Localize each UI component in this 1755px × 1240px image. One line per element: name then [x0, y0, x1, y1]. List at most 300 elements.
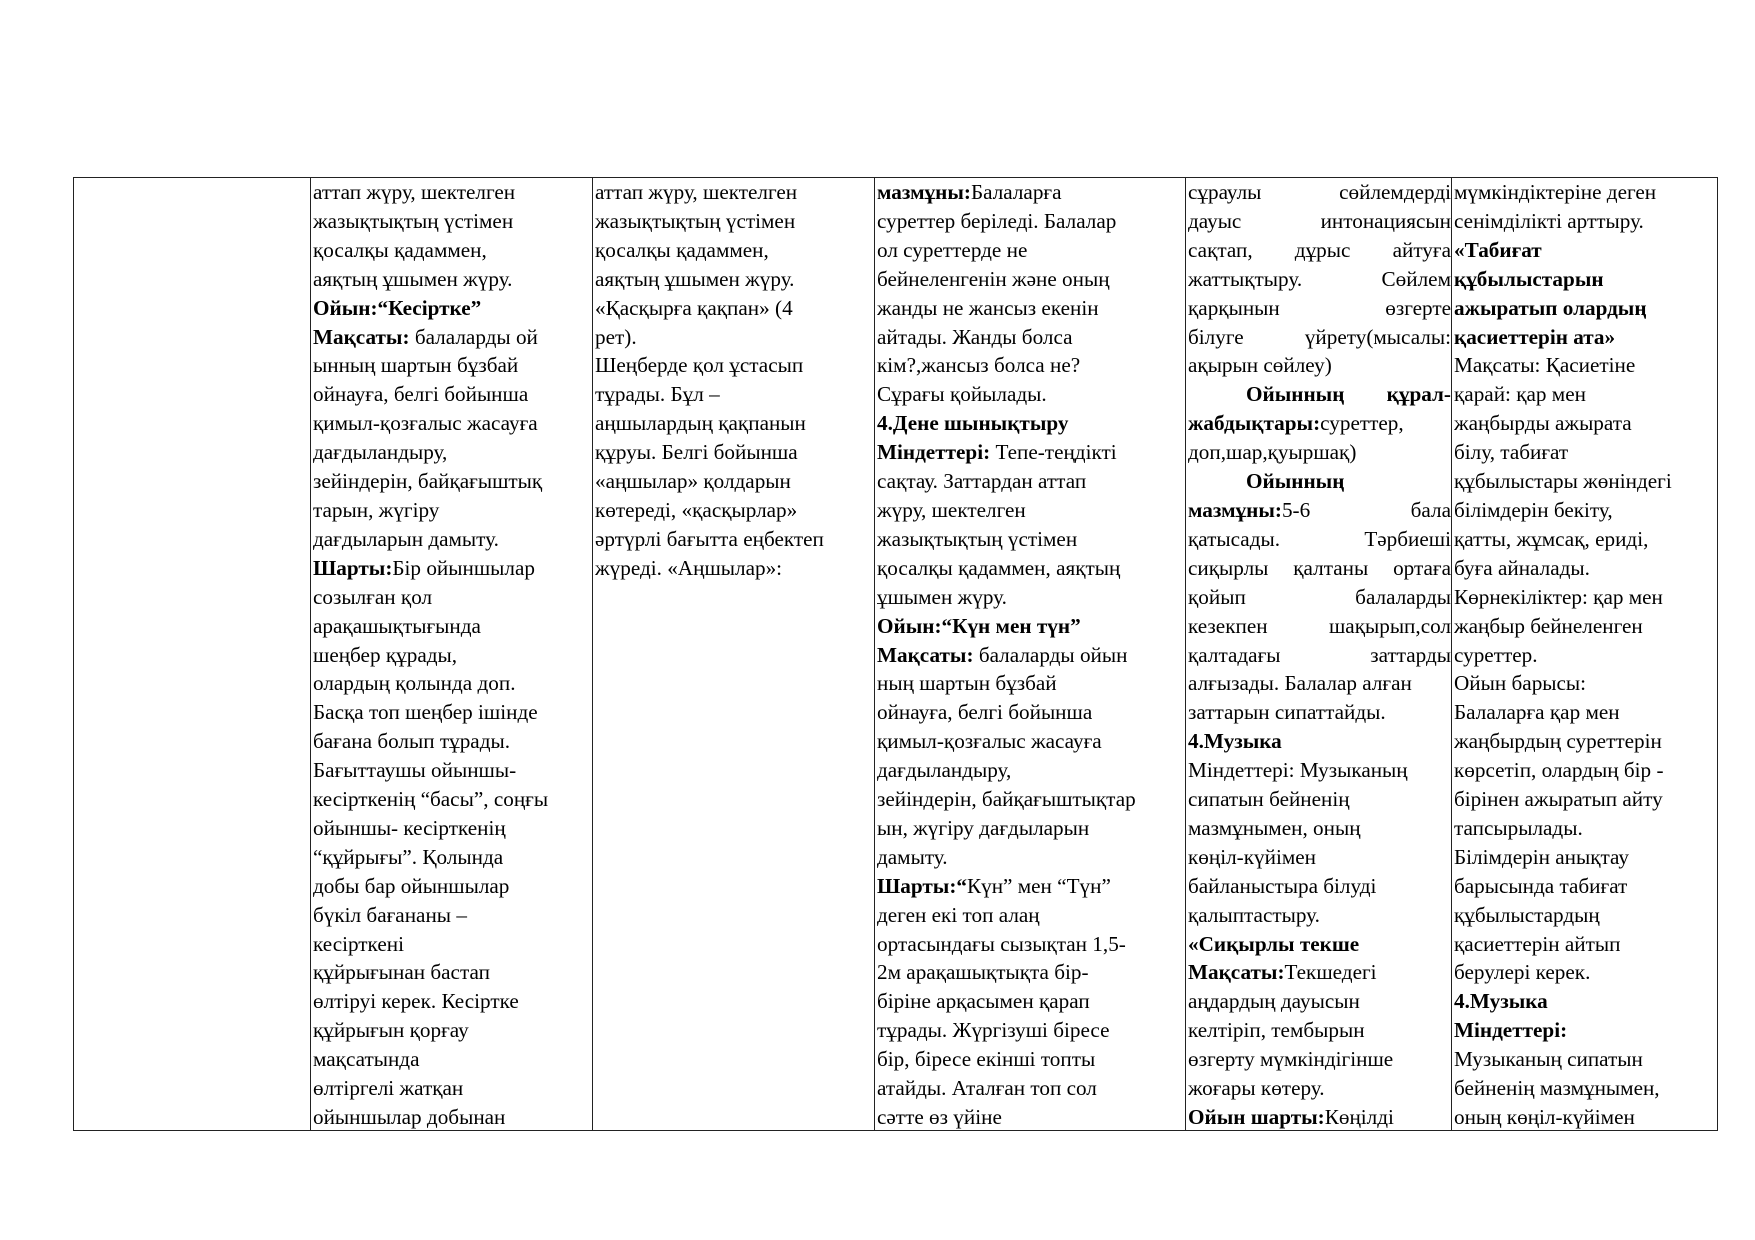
bold-text: құбылыстарын [1454, 266, 1604, 291]
text-line [595, 265, 874, 294]
text-line [1188, 872, 1451, 901]
text-line [1188, 496, 1451, 525]
text: білуге үйрету(мысалы: [1188, 324, 1451, 349]
text-line [877, 785, 1185, 814]
text-line [313, 698, 592, 727]
bold-text: Мақсаты: [313, 324, 410, 349]
text-line [1188, 930, 1451, 959]
text-line [313, 641, 592, 670]
text: рет). [595, 324, 637, 349]
text-line [1454, 1103, 1717, 1130]
text: қалыптастыру. [1188, 902, 1320, 927]
text: Міндеттері: Музыканың [1188, 758, 1408, 783]
text-line [877, 1103, 1185, 1130]
text: Бағыттаушы ойыншы- [313, 758, 517, 783]
text-line [313, 1045, 592, 1074]
text: Көңілді [1324, 1105, 1394, 1129]
text-line [1454, 294, 1717, 323]
text: қасиеттерін айтып [1454, 931, 1621, 956]
text: барысында табиғат [1454, 873, 1628, 898]
text-line [1454, 265, 1717, 294]
text: жүру, шектелген [877, 497, 1026, 522]
text-line [313, 294, 592, 323]
text-line [1188, 1045, 1451, 1074]
bold-text: мазмұны: [1188, 497, 1282, 522]
bold-text: «Сиқырлы текше [1188, 931, 1360, 956]
text-line [313, 814, 592, 843]
text: зейіндерін, байқағыштықтар [877, 787, 1136, 812]
text-line [595, 554, 874, 583]
text: 5-6 бала [1281, 497, 1451, 522]
text: зейіндерін, байқағыштық [313, 469, 543, 494]
text-line [877, 178, 1185, 207]
text: аңдардың дауысын [1188, 989, 1360, 1014]
text: сәтте өз үйіне [877, 1105, 1002, 1129]
text: мазмұнымен, оның [1188, 815, 1361, 840]
text-line [1188, 987, 1451, 1016]
text: Басқа топ шеңбер ішінде [313, 700, 538, 725]
text-line [877, 236, 1185, 265]
text-line [877, 872, 1185, 901]
text: көтереді, «қасқырлар» [595, 497, 798, 522]
text: құбылыстары жөніндегі [1454, 469, 1672, 494]
text: кесірткені [313, 931, 404, 956]
bold-text: Мақсаты: [1188, 960, 1285, 985]
bold-text: «Табиғат [1454, 237, 1542, 262]
text: кезекпен шақырып,сол [1188, 613, 1451, 638]
text: өлтіруі керек. Кесіртке [313, 989, 519, 1014]
lesson-plan-table [73, 177, 1718, 1131]
text: құйрығын қорғау [313, 1018, 469, 1043]
text: Көрнекіліктер: қар мен [1454, 584, 1663, 609]
text-line [313, 380, 592, 409]
text-line [1188, 323, 1451, 352]
text-line [877, 641, 1185, 670]
text-line [877, 669, 1185, 698]
text: ортасындағы сызықтан 1,5- [877, 931, 1126, 956]
column-physical-activity-2 [593, 178, 875, 1131]
bold-text: Ойын:“Күн мен түн” [877, 613, 1081, 638]
text: құруы. Белгі бойынша [595, 440, 798, 465]
text-line [595, 467, 874, 496]
text: “құйрығы”. Қолында [313, 844, 504, 869]
text: ойнауға, белгі бойынша [313, 382, 529, 407]
text: жаңбырды ажырата [1454, 411, 1632, 436]
text: «аңшылар» қолдарын [595, 469, 791, 494]
text-line [1188, 958, 1451, 987]
text: буға айналады. [1454, 555, 1590, 580]
text-line [1188, 641, 1451, 670]
text-line [1454, 554, 1717, 583]
text: мақсатында [313, 1047, 420, 1072]
text-line [313, 872, 592, 901]
text: дамыту. [877, 844, 948, 869]
text: қарқынын өзгерте [1188, 295, 1451, 320]
text: тапсырылады. [1454, 815, 1583, 840]
text-line [1188, 467, 1451, 496]
text-line [1188, 1074, 1451, 1103]
column-nature-and-music [1452, 178, 1718, 1131]
text: сенімділікті арттыру. [1454, 208, 1644, 233]
text: берулері керек. [1454, 960, 1591, 985]
text: атайды. Аталған топ сол [877, 1076, 1097, 1101]
text-line [1454, 178, 1717, 207]
text-line [595, 351, 874, 380]
text: кесірткенің “басы”, соңғы [313, 787, 549, 812]
text-line [1188, 409, 1451, 438]
text-line [313, 1074, 592, 1103]
text: Шеңберде қол ұстасып [595, 353, 804, 378]
column-physical-activity-1 [311, 178, 593, 1131]
text-line [313, 178, 592, 207]
text-line [877, 207, 1185, 236]
text-line [1188, 525, 1451, 554]
text-line [1188, 351, 1451, 380]
text: қатты, жұмсақ, ериді, [1454, 526, 1649, 551]
text-line [1454, 525, 1717, 554]
text-line [1454, 987, 1717, 1016]
text: аңшылардың қақпанын [595, 411, 806, 436]
text: сұраулы сөйлемдерді [1188, 180, 1451, 204]
text-line [877, 612, 1185, 641]
text: қимыл-қозғалыс жасауға [877, 729, 1102, 754]
text: Білімдерін анықтау [1454, 844, 1629, 869]
text: білу, табиғат [1454, 440, 1569, 465]
table-row [74, 178, 1718, 1131]
text: суреттер беріледі. Балалар [877, 208, 1117, 233]
text: айтады. Жанды болса [877, 324, 1073, 349]
text: ын, жүгіру дағдыларын [877, 815, 1090, 840]
bold-text: 4.Музыка [1454, 989, 1548, 1014]
text-line [313, 669, 592, 698]
text: бүкіл бағананы – [313, 902, 467, 927]
text: жүреді. «Аңшылар»: [595, 555, 783, 580]
text-line [313, 785, 592, 814]
text-line [1454, 496, 1717, 525]
text-line [1188, 901, 1451, 930]
text-line [1454, 438, 1717, 467]
text: Мақсаты: Қасиетіне [1454, 353, 1636, 378]
text-line [1454, 785, 1717, 814]
text-line [877, 554, 1185, 583]
text: бірінен ажыратып айту [1454, 787, 1663, 812]
text-line [1188, 727, 1451, 756]
text-line [1454, 207, 1717, 236]
bold-text: 4.Дене шынықтыру [877, 411, 1069, 436]
text-line [1454, 698, 1717, 727]
bold-text: Міндеттері: [1454, 1018, 1568, 1043]
text: қойып балаларды [1188, 584, 1451, 609]
text-line [595, 294, 874, 323]
text: қимыл-қозғалыс жасауға [313, 411, 538, 436]
bold-text: Ойынның [1246, 469, 1345, 494]
text-line [877, 727, 1185, 756]
text-line [595, 438, 874, 467]
text: кім?,жансыз болса не? [877, 353, 1081, 378]
text-line [1188, 554, 1451, 583]
text-line [877, 930, 1185, 959]
text: заттарын сипаттайды. [1188, 700, 1386, 725]
text: 2м арақашықтықта бір- [877, 960, 1089, 985]
column-speech-and-music [1186, 178, 1452, 1131]
text-line [1188, 1103, 1451, 1130]
bold-text: Шарты:“ [877, 873, 967, 898]
bold-text: Мақсаты: [877, 642, 974, 667]
text: оның көңіл-күйімен [1454, 1105, 1635, 1129]
text: жаңбыр бейнеленген [1454, 613, 1643, 638]
text-line [313, 236, 592, 265]
text-line [1454, 958, 1717, 987]
text: қарай: қар мен [1454, 382, 1586, 407]
bold-text: Ойынның құрал- [1246, 382, 1451, 407]
text-line [877, 294, 1185, 323]
text-line [1454, 1016, 1717, 1045]
text: ол суреттерде не [877, 237, 1028, 262]
text-line [1454, 1074, 1717, 1103]
text-line [877, 380, 1185, 409]
text-line [1188, 756, 1451, 785]
text: бейнеленгенін және оның [877, 266, 1110, 291]
text-line [313, 901, 592, 930]
text: Музыканың сипатын [1454, 1047, 1643, 1072]
text-line [877, 265, 1185, 294]
text-line [877, 323, 1185, 352]
text-line [877, 438, 1185, 467]
text-line [313, 496, 592, 525]
text: Балаларға қар мен [1454, 700, 1620, 725]
text-line [877, 496, 1185, 525]
text-line [1454, 409, 1717, 438]
text: құбылыстардың [1454, 902, 1600, 927]
text: бейненің мазмұнымен, [1454, 1076, 1660, 1101]
text-line [1188, 380, 1451, 409]
text: білімдерін бекіту, [1454, 497, 1613, 522]
text: ынның шартын бұзбай [313, 353, 519, 378]
text-line [1188, 785, 1451, 814]
text: көрсетіп, олардың бір - [1454, 758, 1664, 783]
text-line [313, 351, 592, 380]
text-line [877, 409, 1185, 438]
text-line [877, 843, 1185, 872]
text: олардың қолында доп. [313, 671, 516, 696]
text: тұрады. Бұл – [595, 382, 720, 407]
text: қосалқы қадаммен, [313, 237, 487, 262]
text: сипатын бейненің [1188, 787, 1350, 812]
text: ақырын сөйлеу) [1188, 353, 1332, 378]
text-line [1188, 294, 1451, 323]
text-line [313, 1103, 592, 1130]
text-line [877, 1016, 1185, 1045]
text-line [1188, 207, 1451, 236]
text: сиқырлы қалтаны ортаға [1188, 555, 1451, 580]
text: Ойын барысы: [1454, 671, 1587, 696]
text-line [595, 323, 874, 352]
text-line [595, 236, 874, 265]
text-line [1188, 178, 1451, 207]
text: аттап жүру, шектелген [313, 180, 516, 204]
text-line [313, 207, 592, 236]
text-line [313, 265, 592, 294]
text-line [595, 207, 874, 236]
text-line [1454, 843, 1717, 872]
text: доп,шар,қуыршақ) [1188, 440, 1357, 465]
text-line [877, 756, 1185, 785]
text-line [313, 1016, 592, 1045]
text-line [877, 525, 1185, 554]
text: созылған қол [313, 584, 433, 609]
text-line [1454, 930, 1717, 959]
text: жанды не жансыз екенін [877, 295, 1099, 320]
text: Балаларға [970, 180, 1062, 204]
text: жаңбырдың суреттерін [1454, 729, 1662, 754]
text: балаларды ой [409, 324, 538, 349]
text: Күн” мен “Түн” [966, 873, 1111, 898]
text-line [877, 467, 1185, 496]
text: аяқтың ұшымен жүру. [313, 266, 513, 291]
text-line [1188, 669, 1451, 698]
text: жазықтықтың үстімен [595, 208, 796, 233]
text-line [877, 814, 1185, 843]
text-line [877, 958, 1185, 987]
text-line [877, 698, 1185, 727]
text: жоғары көтеру. [1188, 1076, 1325, 1101]
text: қалтадағы заттарды [1188, 642, 1451, 667]
text-line [313, 727, 592, 756]
text: аттап жүру, шектелген [595, 180, 798, 204]
text: мүмкіндіктеріне деген [1454, 180, 1657, 204]
text-line [313, 987, 592, 1016]
text-line [1188, 236, 1451, 265]
bold-text: қасиеттерін ата» [1454, 324, 1616, 349]
text-line [1454, 727, 1717, 756]
text-line [313, 958, 592, 987]
text: тұрады. Жүргізуші біресе [877, 1018, 1110, 1043]
text-line [595, 178, 874, 207]
text: Бір ойыншылар [392, 555, 535, 580]
text: ойыншы- кесірткенің [313, 815, 506, 840]
bold-text: ажыратып олардың [1454, 295, 1647, 320]
bold-text: жабдықтары: [1188, 411, 1321, 436]
text-line [1188, 843, 1451, 872]
text: дағдыландыру, [877, 758, 1012, 783]
text-line [1454, 814, 1717, 843]
text: алғызады. Балалар алған [1188, 671, 1412, 696]
text-line [1188, 814, 1451, 843]
text: жаттықтыру. Сөйлем [1188, 266, 1451, 291]
text: Сұрағы қойылады. [877, 382, 1047, 407]
text: шеңбер құрады, [313, 642, 458, 667]
text-line [595, 380, 874, 409]
text: дағдыландыру, [313, 440, 448, 465]
text: бір, біресе екінші топты [877, 1047, 1096, 1072]
text-line [313, 756, 592, 785]
text: байланыстыра білуді [1188, 873, 1377, 898]
text-line [877, 351, 1185, 380]
column-empty [74, 178, 311, 1131]
bold-text: Міндеттері: [877, 440, 991, 465]
text: көңіл-күйімен [1188, 844, 1317, 869]
text-line [595, 496, 874, 525]
text-line [313, 554, 592, 583]
bold-text: Ойын шарты: [1188, 1105, 1325, 1129]
text: жазықтықтың үстімен [877, 526, 1078, 551]
text: бағана болып тұрады. [313, 729, 511, 754]
text-line [313, 438, 592, 467]
text: жазықтықтың үстімен [313, 208, 514, 233]
text: сақтап, дұрыс айтуға [1188, 237, 1451, 262]
text-line [1454, 236, 1717, 265]
text-line [595, 525, 874, 554]
text-line [1188, 265, 1451, 294]
text: сақтау. Заттардан аттап [877, 469, 1087, 494]
text-line [877, 583, 1185, 612]
text-line [1454, 323, 1717, 352]
text: суреттер, [1320, 411, 1404, 436]
text-line [1188, 612, 1451, 641]
text: «Қасқырға қақпан» (4 [595, 295, 793, 320]
text-line [313, 843, 592, 872]
text: Тепе-теңдікті [990, 440, 1117, 465]
text: қосалқы қадаммен, [595, 237, 769, 262]
text: ойнауға, белгі бойынша [877, 700, 1093, 725]
text-line [313, 930, 592, 959]
text: тарын, жүгіру [313, 497, 440, 522]
text-line [313, 323, 592, 352]
text-line [877, 901, 1185, 930]
text: ойыншылар добынан [313, 1105, 506, 1129]
text-line [1454, 872, 1717, 901]
text: қатысады. Тәрбиеші [1188, 526, 1451, 551]
text: біріне арқасымен қарап [877, 989, 1090, 1014]
text: Текшедегі [1284, 960, 1377, 985]
text-line [1454, 612, 1717, 641]
text-line [877, 1074, 1185, 1103]
text: құйрығынан бастап [313, 960, 490, 985]
text: келтіріп, тембырын [1188, 1018, 1365, 1043]
bold-text: Шарты: [313, 555, 393, 580]
text: қосалқы қадаммен, аяқтың [877, 555, 1121, 580]
text-line [1454, 901, 1717, 930]
text: өлтіргелі жатқан [313, 1076, 464, 1101]
text-line [313, 467, 592, 496]
column-games-and-pe [875, 178, 1186, 1131]
text: арақашықтығында [313, 613, 481, 638]
bold-text: мазмұны: [877, 180, 971, 204]
text-line [313, 612, 592, 641]
text-line [1454, 669, 1717, 698]
text: суреттер. [1454, 642, 1538, 667]
text: өзгерту мүмкіндігінше [1188, 1047, 1394, 1072]
text-line [1454, 467, 1717, 496]
text: добы бар ойыншылар [313, 873, 510, 898]
bold-text: 4.Музыка [1188, 729, 1282, 754]
text-line [1454, 380, 1717, 409]
text: деген екі топ алаң [877, 902, 1040, 927]
text-line [877, 987, 1185, 1016]
text-line [595, 409, 874, 438]
text: ұшымен жүру. [877, 584, 1007, 609]
text-line [1454, 351, 1717, 380]
text-line [313, 409, 592, 438]
text: дағдыларын дамыту. [313, 526, 499, 551]
text: аяқтың ұшымен жүру. [595, 266, 795, 291]
text-line [1454, 583, 1717, 612]
text: әртүрлі бағытта еңбектеп [595, 526, 824, 551]
text-line [313, 525, 592, 554]
text-line [877, 1045, 1185, 1074]
text-line [1188, 1016, 1451, 1045]
text-line [313, 583, 592, 612]
